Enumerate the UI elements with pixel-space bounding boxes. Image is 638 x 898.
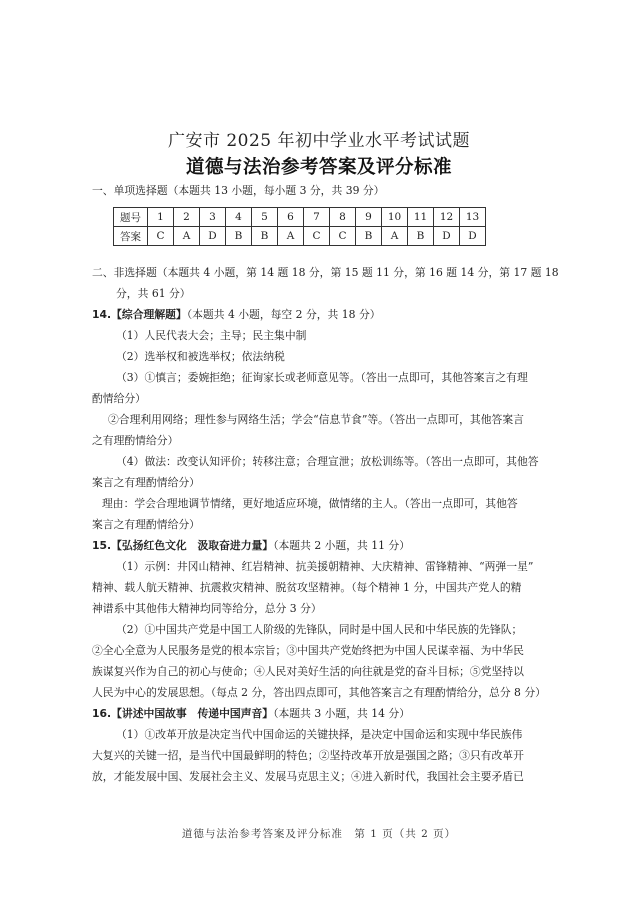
table-cell: 13 <box>460 208 486 227</box>
table-cell: 12 <box>434 208 460 227</box>
q14-reason-line1: 理由：学会合理地调节情绪，更好地适应环境，做情绪的主人。（答出一点即可，其他答 <box>102 497 518 510</box>
table-cell: A <box>174 227 200 246</box>
q16-answer-1-line3: 放，才能发展中国、发展社会主义、发展马克思主义；④进入新时代，我国社会主要矛盾已 <box>92 770 524 783</box>
q16-answer-1-line2: 大复兴的关键一招，是当代中国最鲜明的特色；②坚持改革开放是强国之路；③只有改革开 <box>92 749 524 762</box>
table-cell: B <box>408 227 434 246</box>
q16-answer-1-line1: （1）①改革开放是决定当代中国命运的关键抉择，是决定中国命运和实现中华民族伟 <box>116 728 523 741</box>
q14-answer-1: （1）人民代表大会；主导；民主集中制 <box>116 329 307 342</box>
q14-answer-4-line1: （4）做法：改变认知评价；转移注意；合理宣泄；放松训练等。（答出一点即可，其他答 <box>116 455 539 468</box>
table-cell: 5 <box>252 208 278 227</box>
table-cell: 9 <box>356 208 382 227</box>
section2-heading-line1: 二、非选择题（本题共 4 小题，第 14 题 18 分，第 15 题 11 分，第 16 题 14 分，第 17 题 18 <box>92 266 559 279</box>
table-cell: 4 <box>226 208 252 227</box>
row-label-number: 题号 <box>114 208 148 227</box>
page-footer: 道德与法治参考答案及评分标准 第 1 页（共 2 页） <box>181 828 457 840</box>
table-cell: D <box>460 227 486 246</box>
q15-answer-2-line3: 族谋复兴作为自己的初心与使命；④人民对美好生活的向往就是党的奋斗目标；⑤党坚持以 <box>92 665 524 678</box>
q15-answer-2-line2: ②全心全意为人民服务是党的根本宗旨；③中国共产党始终把为中国人民谋幸福、为中华民 <box>92 644 524 657</box>
q15-answer-1-line1: （1）示例：井冈山精神、红岩精神、抗美援朝精神、大庆精神、雷锋精神、“两弹一星” <box>116 560 534 573</box>
document-subtitle: 道德与法治参考答案及评分标准 <box>185 157 452 178</box>
q14-answer-2: （2）选举权和被选举权；依法纳税 <box>116 350 285 363</box>
q15-answer-2-line1: （2）①中国共产党是中国工人阶级的先锋队，同时是中国人民和中华民族的先锋队； <box>116 623 523 636</box>
q14-answer-3-line1: （3）①慎言；委婉拒绝；征询家长或老师意见等。（答出一点即可，其他答案言之有理 <box>116 371 528 384</box>
table-cell: 2 <box>174 208 200 227</box>
section2-heading-line2: 分，共 61 分） <box>116 287 191 300</box>
table-cell: A <box>278 227 304 246</box>
table-cell: B <box>356 227 382 246</box>
q14-answer-3b-line2: 之有理酌情给分） <box>92 434 179 447</box>
q14-heading-bold: 14.【综合理解题】 <box>92 308 187 321</box>
exam-title: 广安市 2025 年初中学业水平考试试题 <box>167 131 471 151</box>
table-cell: 3 <box>200 208 226 227</box>
table-row <box>114 227 486 246</box>
table-cell: C <box>304 227 330 246</box>
table-cell: C <box>330 227 356 246</box>
q15-answer-1-line3: 神谱系中其他伟大精神均同等给分，总分 3 分） <box>92 602 322 615</box>
q14-answer-3b-line1: ②合理利用网络；理性参与网络生活；学会“信息节食”等。（答出一点即可，其他答案言 <box>108 413 524 426</box>
q14-heading <box>92 308 381 322</box>
answer-table <box>113 207 486 246</box>
q15-heading <box>92 539 410 553</box>
table-cell: 8 <box>330 208 356 227</box>
table-cell: D <box>434 227 460 246</box>
table-row <box>114 208 486 227</box>
table-cell: 11 <box>408 208 434 227</box>
q16-heading <box>92 707 410 721</box>
table-cell: C <box>148 227 174 246</box>
table-cell: 1 <box>148 208 174 227</box>
q15-heading-bold: 15.【弘扬红色文化 汲取奋进力量】 <box>92 539 274 552</box>
table-cell: B <box>252 227 278 246</box>
q16-heading-bold: 16.【讲述中国故事 传递中国声音】 <box>92 707 274 720</box>
q15-answer-2-line4: 人民为中心的发展思想。（每点 2 分，答出四点即可，其他答案言之有理酌情给分，总分 8 分） <box>92 686 546 699</box>
row-label-answer: 答案 <box>114 227 148 246</box>
table-cell: 10 <box>382 208 408 227</box>
table-cell: B <box>226 227 252 246</box>
table-cell: A <box>382 227 408 246</box>
q14-answer-4-line2: 案言之有理酌情给分） <box>92 476 200 489</box>
table-cell: 6 <box>278 208 304 227</box>
table-cell: 7 <box>304 208 330 227</box>
q15-answer-1-line2: 精神、载人航天精神、抗震救灾精神、脱贫攻坚精神。（每个精神 1 分，中国共产党人的精 <box>92 581 522 594</box>
q14-answer-3-line2: 酌情给分） <box>92 392 146 405</box>
section1-heading: 一、单项选择题（本题共 13 小题，每小题 3 分，共 39 分） <box>92 184 385 197</box>
table-cell: D <box>200 227 226 246</box>
q16-heading-rest: （本题共 3 小题，共 14 分） <box>273 707 410 720</box>
q15-heading-rest: （本题共 2 小题，共 11 分） <box>273 539 410 552</box>
q14-reason-line2: 案言之有理酌情给分） <box>92 518 200 531</box>
q14-heading-rest: （本题共 4 小题，每空 2 分，共 18 分） <box>186 308 381 321</box>
